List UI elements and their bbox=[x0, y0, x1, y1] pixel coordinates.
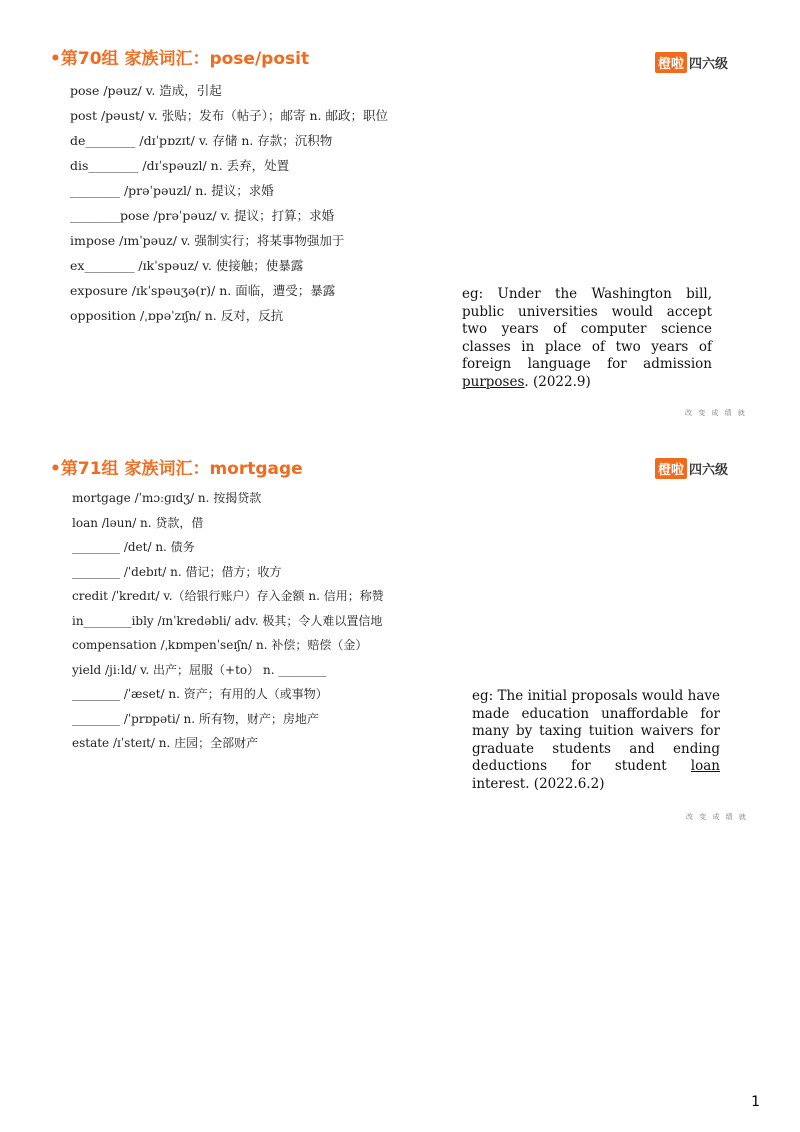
brand-badge bbox=[655, 458, 728, 479]
footer-slogan: 改 变 成 绩 就 bbox=[686, 813, 748, 821]
brand-logo: 橙啦 bbox=[655, 52, 687, 73]
vocab-entry: ex________ /ɪkˈspəuz/ v. 使接触；使暴露 bbox=[70, 258, 304, 273]
vocab-entry: opposition /ˌɒpəˈzɪʃn/ n. 反对，反抗 bbox=[70, 308, 284, 323]
example-keyword: purposes bbox=[462, 373, 525, 390]
example-keyword: loan bbox=[690, 758, 720, 774]
vocab-entry: pose /pəuz/ v. 造成，引起 bbox=[70, 83, 222, 98]
vocab-entry: estate /ɪˈsteɪt/ n. 庄园；全部财产 bbox=[72, 736, 259, 750]
page-number: 1 bbox=[751, 1094, 760, 1110]
vocab-entry: mortgage /ˈmɔːɡɪdʒ/ n. 按揭贷款 bbox=[72, 491, 262, 505]
example-text: eg: Under the Washington bill, public universities would accept two years of computer science classes in place of two years of foreign language for admission bbox=[462, 286, 712, 372]
vocab-list bbox=[72, 486, 384, 756]
vocab-entry: exposure /ɪkˈspəuʒə(r)/ n. 面临，遭受；暴露 bbox=[70, 283, 336, 298]
example-sentence bbox=[462, 286, 712, 391]
vocab-entry: in________ibly /ɪnˈkredəbli/ adv. 极其；令人难以置信地 bbox=[72, 613, 383, 628]
slide-title: •第70组 家族词汇：pose/posit bbox=[50, 49, 310, 69]
vocab-entry: post /pəust/ v. 张贴；发布（帖子）；邮寄 n. 邮政；职位 bbox=[70, 108, 388, 123]
vocab-list bbox=[70, 78, 388, 328]
vocab-entry: de________ /dɪˈpɒzɪt/ v. 存储 n. 存款；沉积物 bbox=[70, 133, 333, 148]
brand-level: 四六级 bbox=[689, 463, 729, 478]
vocab-entry: ________ /ˈprɒpəti/ n. 所有物，财产；房地产 bbox=[72, 711, 319, 726]
vocab-entry: ________pose /prəˈpəuz/ v. 提议；打算；求婚 bbox=[70, 208, 335, 223]
vocab-entry: yield /jiːld/ v. 出产；屈服（+to） n. ________ bbox=[72, 662, 327, 677]
footer-slogan: 改 变 成 绩 就 bbox=[685, 409, 747, 417]
vocab-entry: impose /ɪmˈpəuz/ v. 强制实行；将某事物强加于 bbox=[70, 233, 345, 248]
vocab-entry: credit /ˈkredɪt/ v.（给银行账户）存入金额 n. 信用；称赞 bbox=[72, 589, 384, 603]
example-source: . (2022.9) bbox=[524, 373, 591, 390]
example-source: interest. (2022.6.2) bbox=[472, 775, 605, 792]
example-text: eg: The initial proposals would have made education unaffordable for many by taxing tuition waivers for graduate students and ending deductions for student bbox=[472, 688, 720, 774]
vocab-entry: ________ /ˈdebɪt/ n. 借记；借方；收方 bbox=[72, 564, 282, 579]
vocab-entry: ________ /det/ n. 债务 bbox=[72, 540, 195, 554]
vocab-entry: dis________ /dɪˈspəuzl/ n. 丢弃，处置 bbox=[70, 158, 290, 173]
slide-group-71 bbox=[0, 442, 800, 842]
slide-title: •第71组 家族词汇：mortgage bbox=[50, 459, 303, 479]
example-sentence bbox=[472, 688, 720, 793]
vocab-entry: ________ /ˈæset/ n. 资产；有用的人（或事物） bbox=[72, 687, 328, 701]
vocab-entry: ________ /prəˈpəuzl/ n. 提议；求婚 bbox=[70, 183, 274, 198]
vocab-entry: compensation /ˌkɒmpenˈseɪʃn/ n. 补偿；赔偿（金） bbox=[72, 638, 368, 652]
slide-group-70 bbox=[0, 0, 800, 430]
vocab-entry: loan /ləun/ n. 贷款，借 bbox=[72, 515, 204, 530]
brand-badge bbox=[655, 52, 728, 73]
brand-logo: 橙啦 bbox=[655, 458, 687, 479]
brand-level: 四六级 bbox=[689, 57, 729, 72]
